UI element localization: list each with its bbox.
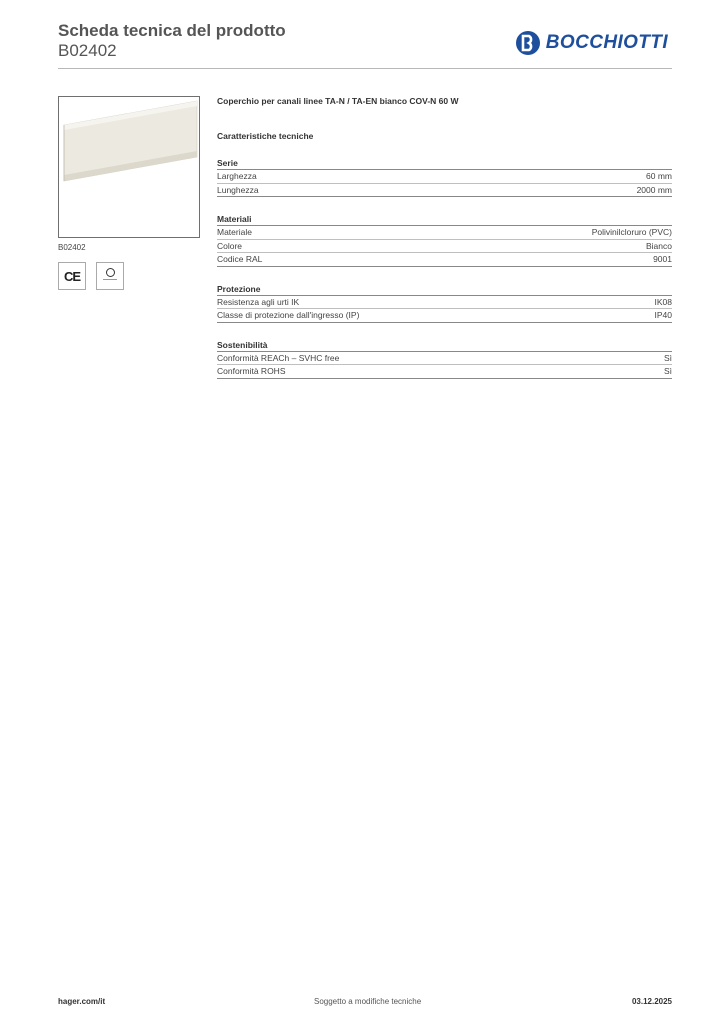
page-header (58, 20, 672, 68)
spec-value: IP40 (654, 310, 672, 320)
header-divider (58, 68, 672, 69)
spec-value: Bianco (646, 240, 672, 251)
spec-label: Larghezza (217, 171, 257, 181)
spec-label: Classe di protezione dall'ingresso (IP) (217, 310, 360, 320)
spec-row (217, 253, 672, 267)
footer-note: Soggetto a modifiche tecniche (314, 997, 422, 1006)
section-title: Protezione (217, 283, 672, 296)
spec-row (217, 296, 672, 310)
spec-value: Sì (663, 352, 672, 363)
spec-row (217, 184, 672, 198)
spec-section-sostenibilita (217, 339, 672, 379)
spec-value: 2000 mm (636, 184, 672, 195)
brand-name: BOCCHIOTTI (545, 32, 668, 53)
spec-label: Conformità REACh – SVHC free (217, 352, 340, 363)
spec-panel (217, 96, 672, 379)
spec-section-materiali (217, 213, 672, 267)
spec-row (217, 309, 672, 323)
page-title: Scheda tecnica del prodotto (58, 21, 286, 40)
spec-row (217, 226, 672, 240)
page-footer (58, 997, 672, 1009)
spec-label: Materiale (217, 227, 252, 237)
section-title: Sostenibilità (217, 339, 672, 352)
spec-row (217, 352, 672, 366)
product-code: B02402 (58, 41, 117, 60)
ce-mark-icon: CE (58, 262, 86, 290)
spec-value: Polivinilcloruro (PVC) (591, 227, 672, 237)
spec-section-protezione (217, 283, 672, 323)
spec-row (217, 240, 672, 254)
quality-mark-icon (96, 262, 124, 290)
section-title: Serie (217, 157, 672, 170)
spec-value: IK08 (654, 296, 672, 307)
section-title: Materiali (217, 213, 672, 226)
footer-date: 03.12.2025 (631, 997, 672, 1006)
spec-label: Resistenza agli urti IK (217, 296, 300, 307)
spec-label: Codice RAL (217, 254, 263, 264)
spec-label: Conformità ROHS (217, 366, 286, 376)
cover-profile-illustration (59, 97, 199, 237)
tech-heading: Caratteristiche tecniche (217, 131, 314, 141)
product-name: Coperchio per canali linee TA-N / TA-EN bianco COV-N 60 W (217, 96, 459, 106)
spec-value: 60 mm (646, 171, 672, 181)
image-caption: B02402 (58, 243, 86, 252)
spec-row (217, 170, 672, 184)
spec-label: Colore (217, 240, 243, 251)
spec-row (217, 365, 672, 379)
spec-label: Lunghezza (217, 184, 259, 195)
spec-value: Sì (663, 366, 672, 376)
brand-emblem-icon (515, 30, 541, 56)
brand-logo (515, 28, 668, 58)
product-image (58, 96, 200, 238)
spec-section-serie (217, 157, 672, 197)
footer-website-link[interactable]: hager.com/it (58, 997, 106, 1006)
spec-value: 9001 (653, 254, 672, 264)
